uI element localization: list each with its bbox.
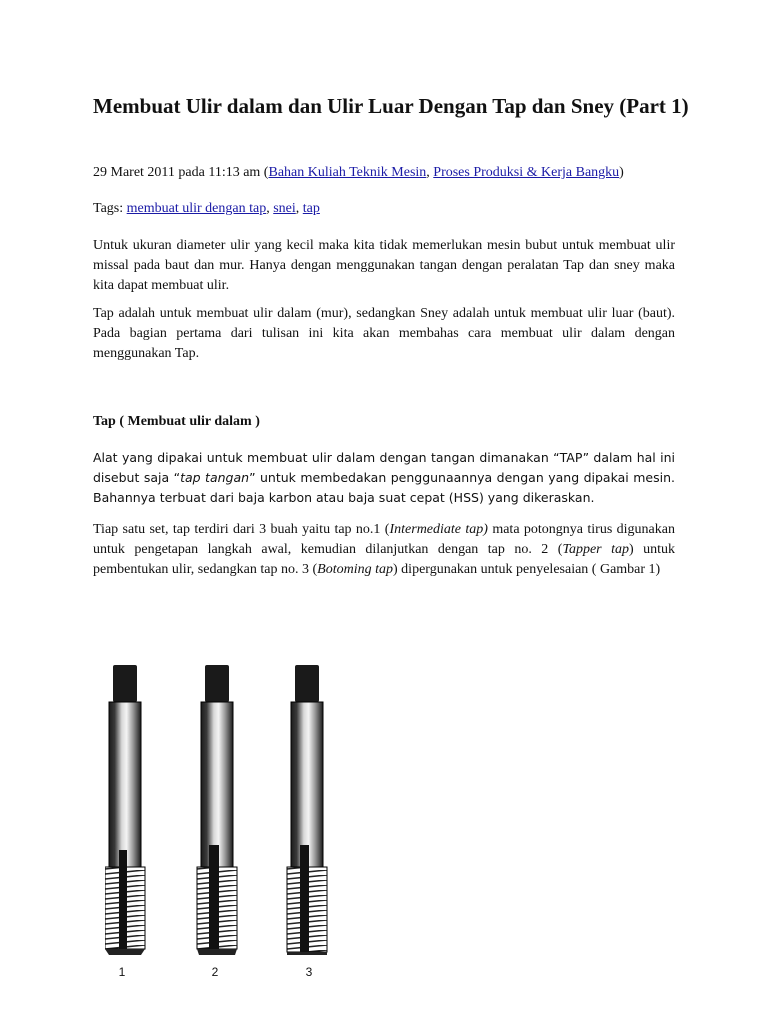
tag-separator: , (295, 201, 303, 216)
tap-set-figure (105, 660, 345, 990)
post-meta (93, 164, 624, 182)
meta-suffix: ) (619, 165, 624, 180)
term-tapper-tap: Tapper tap (562, 542, 629, 557)
post-date: 29 Maret 2011 pada 11:13 am ( (93, 165, 269, 180)
term-botoming-tap: Botoming tap (317, 562, 394, 577)
term-intermediate-tap: Intermediate tap) (389, 522, 488, 537)
term-tap-tangan: tap tangan (180, 470, 250, 485)
paragraph-tap-tangan: Alat yang dipakai untuk membuat ulir dalam dengan tangan dimanakan “TAP” dalam hal ini disebut saja “tap tangan” untuk membedakan penggunaannya dengan yang dipakai mesin. Bahannya terbuat dari baja karbon atau baja suat cepat (HSS) yang dikeraskan. (93, 450, 675, 505)
tag-link-membuat-ulir[interactable]: membuat ulir dengan tap (126, 201, 267, 216)
category-link-teknik-mesin[interactable]: Bahan Kuliah Teknik Mesin (268, 165, 427, 180)
meta-separator: , (426, 165, 434, 180)
paragraph-intro: Untuk ukuran diameter ulir yang kecil maka kita tidak memerlukan mesin bubut untuk membuat ulir missal pada baut dan mur. Hanya dengan menggunakan tangan dengan peralatan Tap dan sney maka kita dapat membuat ulir. (93, 238, 675, 293)
figure-label-1: 1 (118, 965, 126, 979)
figure-label-3: 3 (305, 965, 313, 979)
tap-2 (197, 665, 237, 955)
figure-label-2: 2 (211, 965, 219, 979)
tag-link-snei[interactable]: snei (273, 201, 296, 216)
paragraph-tap-sney: Tap adalah untuk membuat ulir dalam (mur), sedangkan Sney adalah untuk membuat ulir luar (baut). Pada bagian pertama dari tulisan ini kita akan membahas cara membuat ulir dalam dengan menggunakan Tap. (93, 306, 675, 361)
category-link-proses-produksi[interactable]: Proses Produksi & Kerja Bangku (433, 165, 620, 180)
post-tags (93, 200, 320, 218)
tags-label: Tags: (93, 201, 127, 216)
paragraph-tap-set: Tiap satu set, tap terdiri dari 3 buah yaitu tap no.1 (Intermediate tap) mata potongnya tirus digunakan untuk pengetapan langkah awal, kemudian dilanjutkan dengan tap no. 2 (Tapper tap) untuk pembentukan ulir, sedangkan tap no. 3 (Botoming tap) dipergunakan untuk penyelesaian ( Gambar 1) (93, 522, 675, 577)
tag-separator: , (266, 201, 274, 216)
section-heading: Tap ( Membuat ulir dalam ) (93, 414, 260, 429)
article-title: Membuat Ulir dalam dan Ulir Luar Dengan Tap dan Sney (Part 1) (93, 94, 689, 118)
tap-3 (287, 665, 327, 955)
tap-1 (105, 665, 145, 955)
tag-link-tap[interactable]: tap (302, 201, 320, 216)
